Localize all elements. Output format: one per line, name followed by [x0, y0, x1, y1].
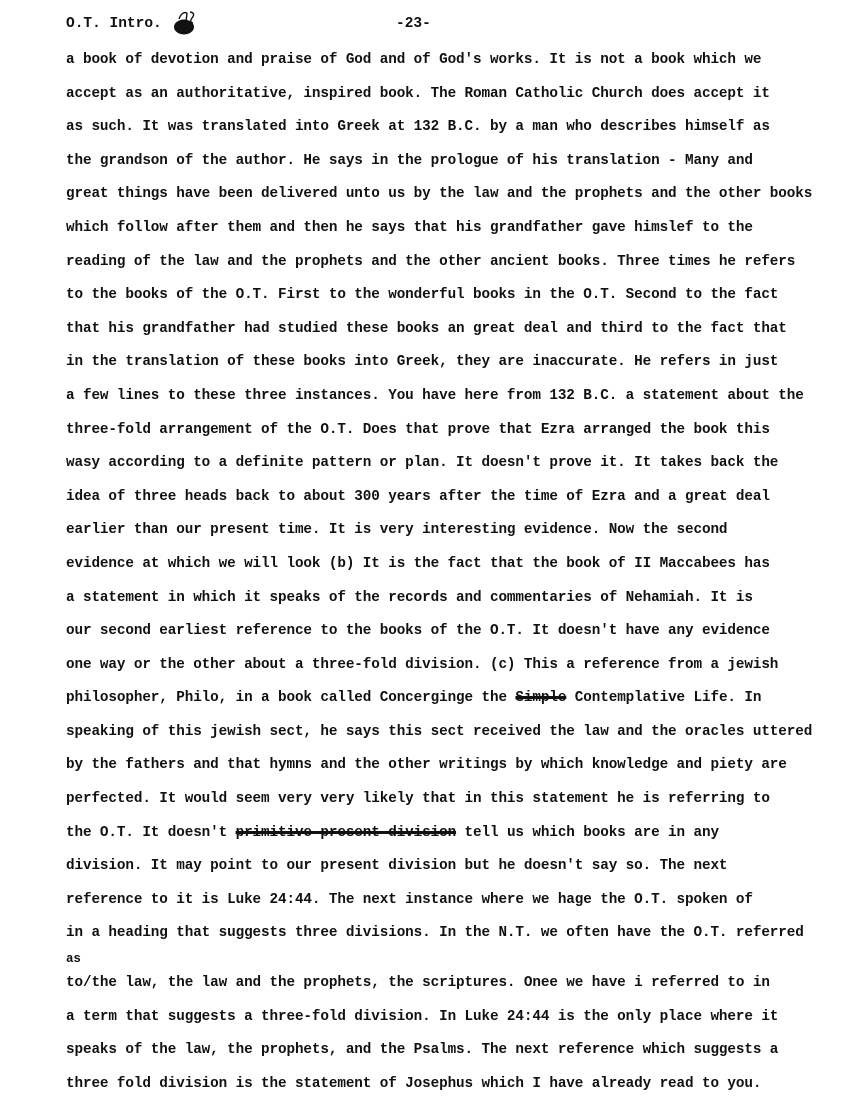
text-line: by the fathers and that hymns and the other writings by which knowledge and piety are — [66, 757, 787, 774]
text-line: earlier than our present time. It is very interesting evidence. Now the second — [66, 522, 728, 539]
text-line-strikethrough — [66, 817, 826, 851]
text-line: perfected. It would seem very very likely that in this statement he is referring to — [66, 791, 770, 808]
struck-phrase: primitive present division — [235, 824, 457, 841]
text-line: speaks of the law, the prophets, and the Psalms. The next reference which suggests a — [66, 1042, 779, 1059]
philo-text-end: Contemplative Life. In — [566, 690, 762, 707]
text-line: which follow after them and then he says that his grandfather gave himslef to the — [66, 219, 753, 236]
text-line: accept as an authoritative, inspired book. The Roman Catholic Church does accept it — [66, 85, 770, 102]
text-line: reference to it is Luke 24:44. The next instance where we hage the O.T. spoken of — [66, 891, 753, 908]
text-line: as such. It was translated into Greek at 132 B.C. by a man who describes himself as — [66, 119, 770, 136]
handwritten-page-mark — [170, 10, 200, 38]
text-line: wasy according to a definite pattern or plan. It doesn't prove it. It takes back the — [66, 455, 779, 472]
text-line: evidence at which we will look (b) It is the fact that the book of II Maccabees has — [66, 555, 770, 572]
text-line: a term that suggests a three-fold division. In Luke 24:44 is the only place where it — [66, 1008, 779, 1025]
text-line: to/the law, the law and the prophets, the scriptures. Onee we have i referred to in — [66, 975, 770, 992]
text-line: idea of three heads back to about 300 years after the time of Ezra and a great deal — [66, 488, 770, 505]
text-line-philo — [66, 682, 826, 716]
text-line: three fold division is the statement of Josephus which I have already read to you. — [66, 1075, 762, 1092]
text-line: in the translation of these books into Greek, they are inaccurate. He refers in just — [66, 354, 779, 371]
page-number: -23- — [396, 16, 431, 32]
text-line: three-fold arrangement of the O.T. Does that prove that Ezra arranged the book this — [66, 421, 770, 438]
philo-text: philosopher, Philo, in a book called Concerginge the — [66, 690, 516, 707]
body-text — [66, 44, 826, 1101]
text-line: a statement in which it speaks of the records and commentaries of Nehamiah. It is — [66, 589, 753, 606]
od-text-end: tell us which books are in any — [456, 824, 719, 841]
text-line: speaking of this jewish sect, he says this sect received the law and the oracles uttered — [66, 723, 813, 740]
text-line: a book of devotion and praise of God and of God's works. It is not a book which we — [66, 52, 762, 68]
text-line: a few lines to these three instances. You have here from 132 B.C. a statement about the — [66, 387, 804, 404]
text-line: great things have been delivered unto us by the law and the prophets and the other books — [66, 186, 813, 203]
text-line: to the books of the O.T. First to the wonderful books in the O.T. Second to the fact — [66, 287, 779, 304]
text-line: reading of the law and the prophets and the other ancient books. Three times he refers — [66, 253, 796, 270]
struck-word: Simple — [515, 690, 567, 707]
document-title: O.T. Intro. — [66, 16, 162, 32]
text-line: one way or the other about a three-fold division. (c) This a reference from a jewish — [66, 656, 779, 673]
od-text: the O.T. It doesn't — [66, 824, 236, 841]
interlinear-insertion: as — [66, 952, 81, 967]
text-line: that his grandfather had studied these books an great deal and third to the fact that — [66, 320, 787, 337]
page-header — [66, 10, 826, 38]
text-line: the grandson of the author. He says in the prologue of his translation - Many and — [66, 152, 753, 169]
text-line: division. It may point to our present division but he doesn't say so. The next — [66, 858, 728, 875]
text-line: our second earliest reference to the books of the O.T. It doesn't have any evidence — [66, 623, 770, 640]
text-line: in a heading that suggests three divisions. In the N.T. we often have the O.T. referred — [66, 925, 804, 942]
